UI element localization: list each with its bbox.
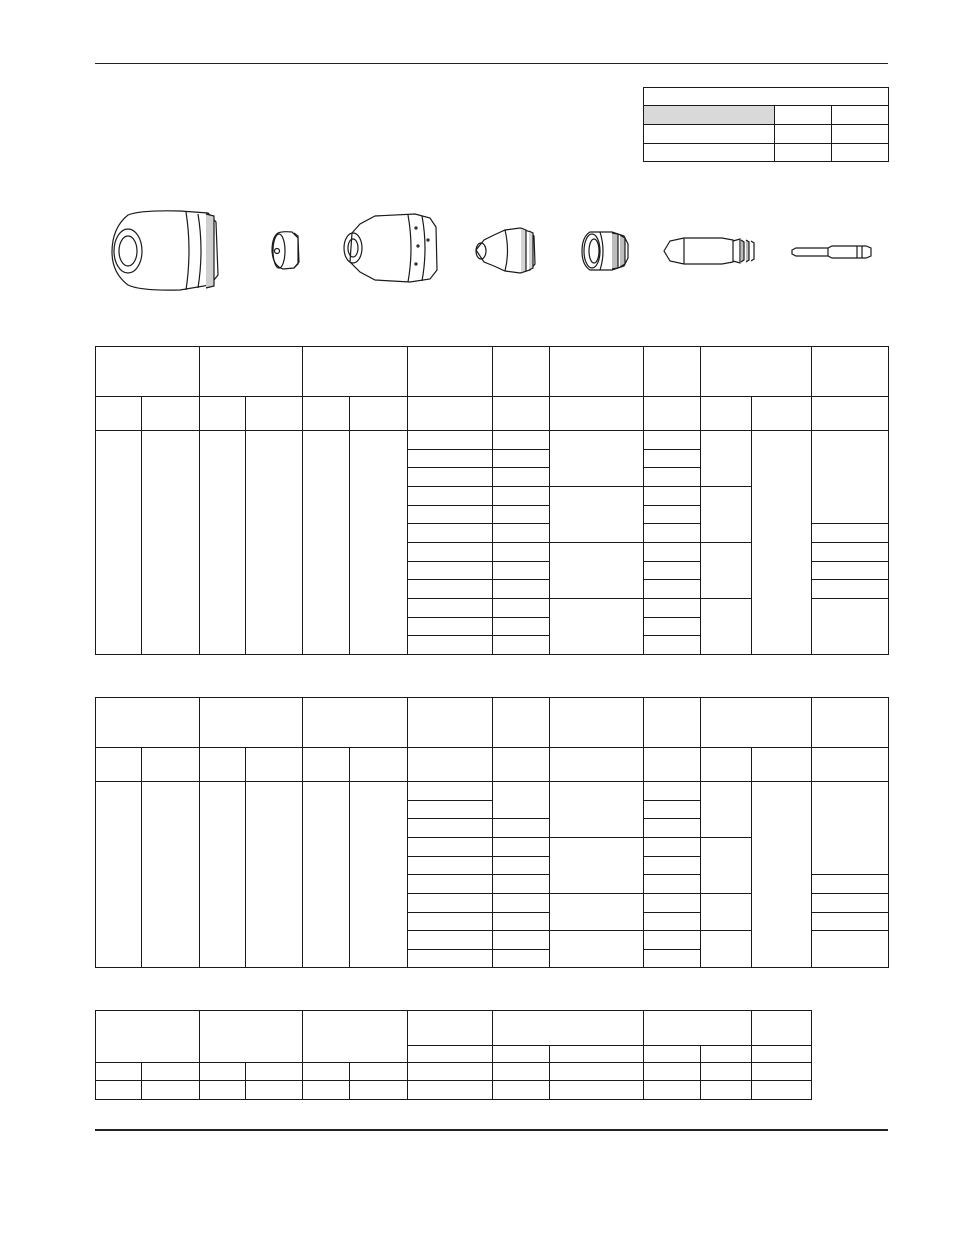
legend-header-fill (643, 105, 774, 124)
cut-chart-table-3 (95, 1010, 812, 1100)
cut-chart-table-1 (95, 346, 889, 655)
cut-chart-table-2 (95, 697, 889, 968)
legend-table (643, 88, 889, 162)
footer-rule (95, 1129, 888, 1131)
